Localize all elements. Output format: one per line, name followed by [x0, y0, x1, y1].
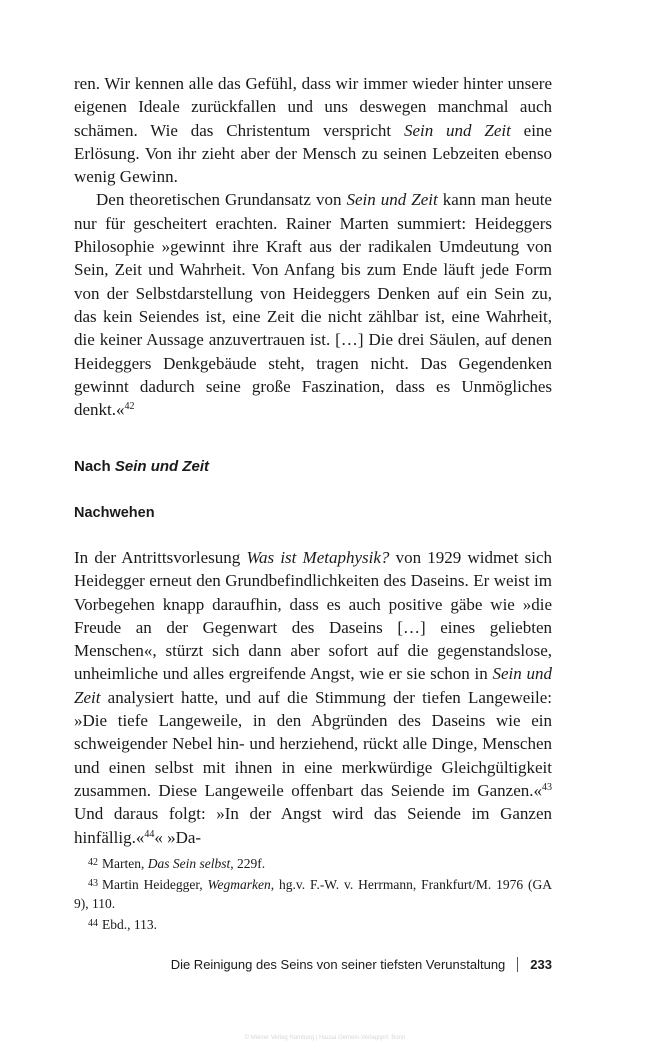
page-footer [171, 957, 552, 972]
page-number: 233 [530, 957, 552, 972]
footnote-ref[interactable]: 42 [124, 401, 135, 413]
footer-divider [517, 957, 518, 972]
watermark: © Meiner Verlag Hamburg | Hausa Gemein-Verlagsprt. Bonn [244, 1035, 406, 1041]
paragraph-3: In der Antrittsvorlesung Was ist Metaphysik? von 1929 widmet sich Heidegger erneut den Grundbefindlichkeiten des Daseins. Er weist im Vorbegehen knapp daraufhin, dass es auch positive gäbe wie »die Freude an der Gegenwart des Daseins […] eines geliebten Menschen«, stürzt sich dann aber sofort auf die gegenstandslose, unheimliche und alles ergreifende Angst, wie er sie schon in Sein und Zeit analysiert hatte, und auf die Stimmung der tiefen Langeweile: »Die tiefe Langeweile, in den Abgründen des Daseins wie ein schweigender Nebel hin- und herziehend, rückt alle Dinge, Menschen und einen selbst mit ihnen in eine merkwürdige Gleichgültigkeit zusammen. Diese Langeweile offenbart das Seiende im Ganzen.«$^{43}$ Und daraus folgt: »In der Angst wird das Seiende im Ganzen hinfällig.«$^{44}$« »Da- [74, 548, 552, 847]
body-text-top [74, 72, 552, 421]
section-subheading: Nachwehen [74, 505, 155, 521]
running-title: Die Reinigung des Seins von seiner tiefsten Verunstaltung [170, 957, 506, 972]
footnotes [74, 853, 552, 934]
footnote: $^{43}$ Martin Heidegger, Wegmarken, hg.v. F.-W. v. Herrmann, Frankfurt/M. 1976 (GA 9), 110. [74, 876, 552, 911]
section-heading: Nach Sein und Zeit [74, 458, 210, 475]
paragraph-2: Den theoretischen Grundansatz von Sein und Zeit kann man heute nur für gescheitert erachten. Rainer Marten summiert: Heideggers Philosophie »gewinnt ihre Kraft aus der radikalen Umdeutung von Sein, Zeit und Wahrheit. Von Anfang bis zum Ende läuft jede Form von der Selbstdarstellung von Heideggers Denken auf ein Sein zu, das kein Seiendes ist, eine Zeit die nicht zählbar ist, eine Wahrheit, die keiner Aussage anzuvertrauen ist. […] Die drei Säulen, auf denen Heideggers Denkgebäude steht, tragen nicht. Das Gegendenken gewinnt dadurch seine große Faszination, dass es Unmögliches denkt.«$^{42}$ [74, 190, 552, 420]
footnote: $^{44}$ Ebd., 113. [88, 916, 157, 932]
footnote: $^{42}$ Marten, Das Sein selbst, 229f. [88, 856, 266, 871]
paragraph-1: ren. Wir kennen alle das Gefühl, dass wir immer wieder hinter unsere eigenen Ideale zurückfallen und uns deswegen manchmal auch schämen. Wie das Christentum verspricht Sein und Zeit eine Erlösung. Von ihr zieht aber der Mensch zu seinen Lebzeiten ebenso wenig Gewinn. [74, 74, 552, 187]
footnote-ref[interactable]: 43 [542, 781, 552, 793]
footnote-ref[interactable]: 44 [144, 828, 155, 840]
body-text-bottom [74, 546, 552, 849]
